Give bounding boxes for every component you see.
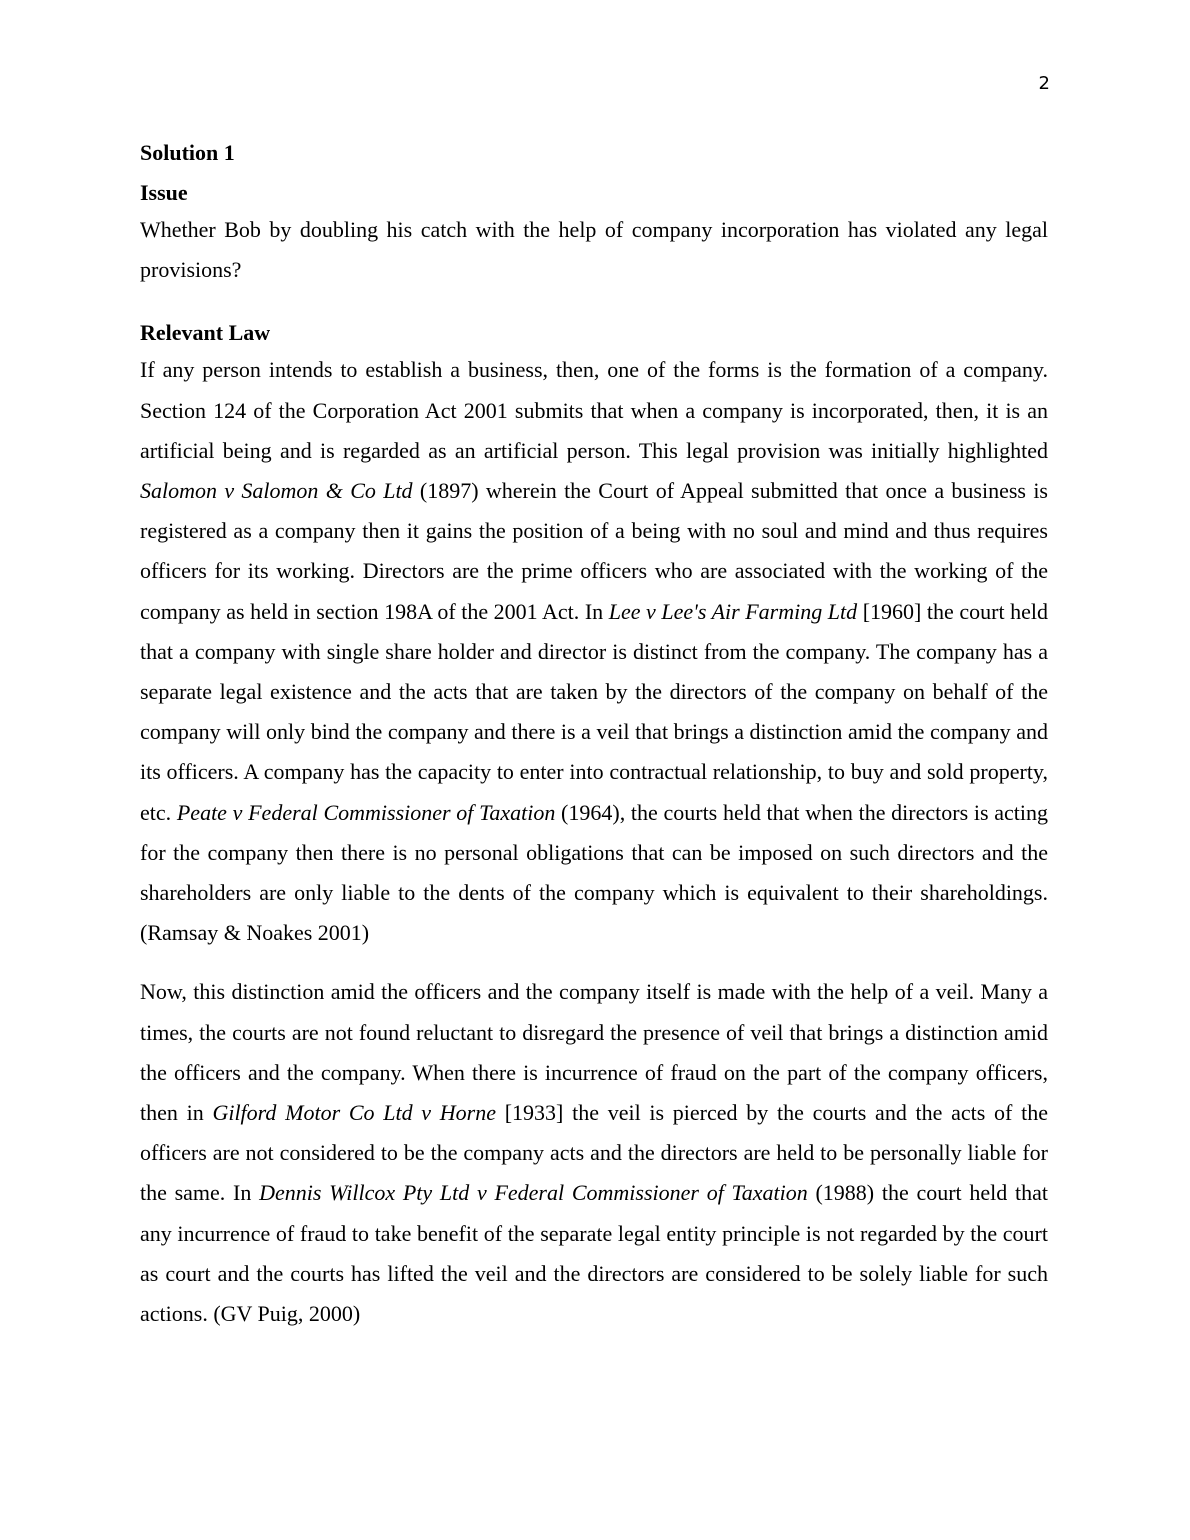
page-number: 2 <box>1038 73 1050 94</box>
case-peate: Peate v Federal Commissioner of Taxation <box>176 799 556 825</box>
p1-text-a: If any person intends to establish a business, then, one of the forms is the formation of a company. Section 124 of the Corporation Act 2001 submits that when a company is incorporated, then, it is an artificial being and is regarded as an artificial person. This legal provision was initially highlighted <box>140 357 1048 463</box>
relevant-law-paragraph-1 <box>140 350 1048 953</box>
p2-text-c: (1988) the court held that any incurrence of fraud to take benefit of the separate legal entity principle is not regarded by the court as court and the courts has lifted the veil and the directors are considered to be solely liable for such actions. (GV Puig, 2000) <box>140 1180 1048 1327</box>
case-dennis-willcox: Dennis Willcox Pty Ltd v Federal Commissioner of Taxation <box>259 1180 808 1206</box>
relevant-law-paragraph-2 <box>140 972 1048 1334</box>
case-lee: Lee v Lee's Air Farming Ltd <box>608 598 858 624</box>
case-gilford: Gilford Motor Co Ltd v Horne <box>212 1100 497 1126</box>
p1-text-c: [1960] the court held that a company with single share holder and director is distinct from the company. The company has a separate legal existence and the acts that are taken by the directors of the company on behalf of the company will only bind the company and there is a veil that brings a distinction amid the company and its officers. A company has the capacity to enter into contractual relationship, to buy and sold property, etc. <box>140 598 1049 825</box>
p2-text-b: [1933] the veil is pierced by the courts and the acts of the officers are not considered to be the company acts and the directors are held to be personally liable for the same. In <box>140 1100 1048 1206</box>
p1-text-d: (1964), the courts held that when the directors is acting for the company then there is no personal obligations that can be imposed on such directors and the shareholders are only liable to the dents of the company which is equivalent to their shareholdings. (Ramsay & Noakes 2001) <box>140 799 1048 946</box>
heading-issue: Issue <box>140 180 188 205</box>
heading-solution: Solution 1 <box>140 140 235 165</box>
case-salomon: Salomon v Salomon & Co Ltd <box>140 478 413 504</box>
document-body <box>140 136 1048 1334</box>
p2-text-a: Now, this distinction amid the officers and the company itself is made with the help of a veil. Many a times, the courts are not found reluctant to disregard the presence of veil that brings a distinction amid the officers and the company. When there is incurrence of fraud on the part of the company officers, then in <box>140 979 1048 1126</box>
heading-relevant-law: Relevant Law <box>140 320 271 346</box>
issue-paragraph: Whether Bob by doubling his catch with the help of company incorporation has violated any legal provisions? <box>140 217 1048 283</box>
p1-text-b: (1897) wherein the Court of Appeal submitted that once a business is registered as a company then it gains the position of a being with no soul and mind and thus requires officers for its working. Directors are the prime officers who are associated with the working of the company as held in section 198A of the 2001 Act. In <box>140 478 1048 624</box>
